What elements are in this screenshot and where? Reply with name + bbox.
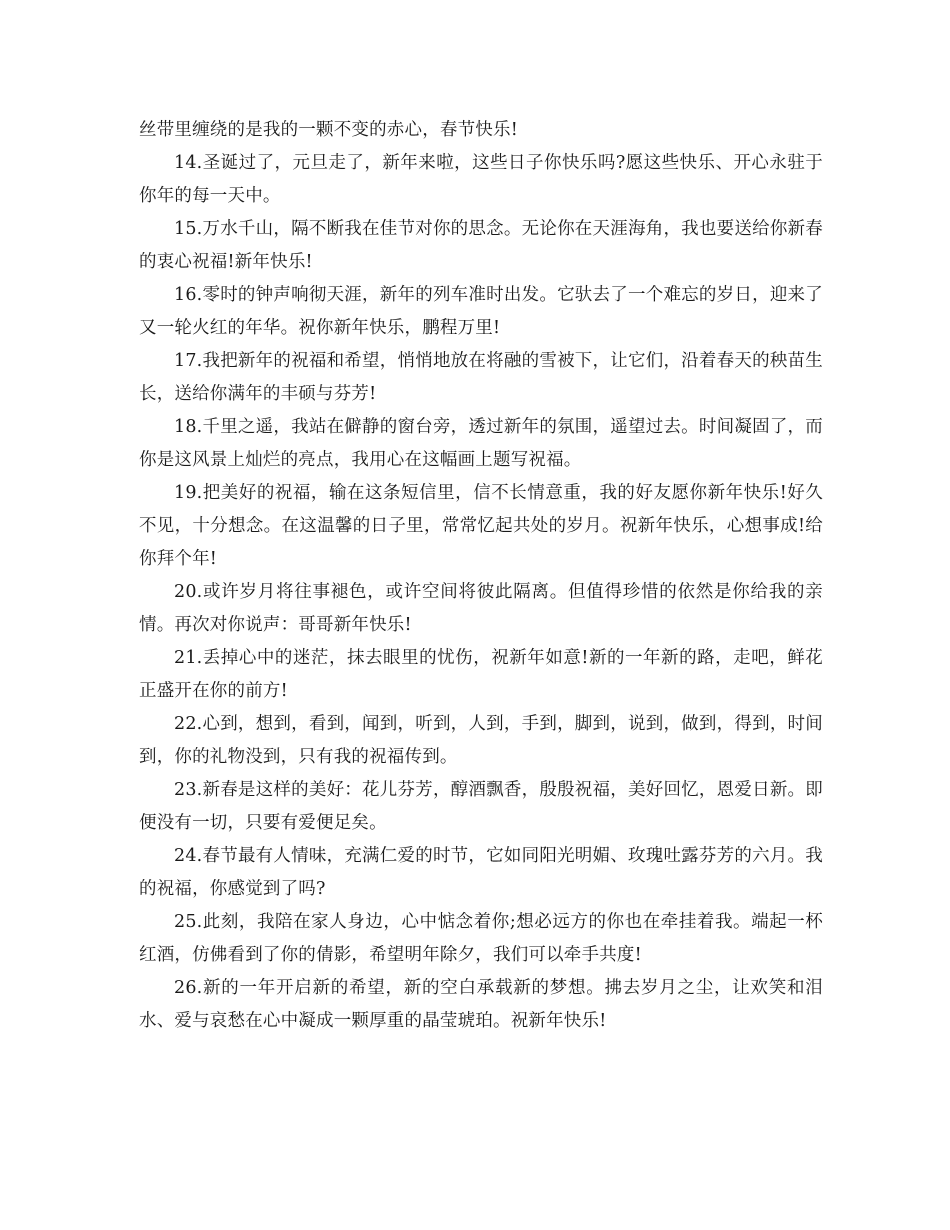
paragraph-25: 25.此刻，我陪在家人身边，心中惦念着你;想必远方的你也在牵挂着我。端起一杯红酒，仿佛看到了你的倩影，希望明年除夕，我们可以牵手共度! [139, 912, 823, 965]
document-body [139, 114, 823, 1038]
paragraph-14: 14.圣诞过了，元旦走了，新年来啦，这些日子你快乐吗?愿这些快乐、开心永驻于你年的每一天中。 [139, 153, 823, 206]
paragraph-17: 17.我把新年的祝福和希望，悄悄地放在将融的雪被下，让它们，沿着春天的秧苗生长，送给你满年的丰硕与芬芳! [139, 351, 823, 404]
paragraph-continuation: 丝带里缠绕的是我的一颗不变的赤心，春节快乐! [139, 120, 518, 140]
paragraph-18: 18.千里之遥，我站在僻静的窗台旁，透过新年的氛围，遥望过去。时间凝固了，而你是这风景上灿烂的亮点，我用心在这幅画上题写祝福。 [139, 417, 823, 470]
paragraph-21: 21.丢掉心中的迷茫，抹去眼里的忧伤，祝新年如意!新的一年新的路，走吧，鲜花正盛开在你的前方! [139, 648, 823, 701]
paragraph-26: 26.新的一年开启新的希望，新的空白承载新的梦想。拂去岁月之尘，让欢笑和泪水、爱与哀愁在心中凝成一颗厚重的晶莹琥珀。祝新年快乐! [139, 978, 823, 1031]
paragraph-15: 15.万水千山，隔不断我在佳节对你的思念。无论你在天涯海角，我也要送给你新春的衷心祝福!新年快乐! [139, 219, 823, 272]
paragraph-23: 23.新春是这样的美好：花儿芬芳，醇酒飘香，殷殷祝福，美好回忆，恩爱日新。即便没有一切，只要有爱便足矣。 [139, 780, 823, 833]
paragraph-24: 24.春节最有人情味，充满仁爱的时节，它如同阳光明媚、玫瑰吐露芬芳的六月。我的祝福，你感觉到了吗? [139, 846, 823, 899]
paragraph-22: 22.心到，想到，看到，闻到，听到，人到，手到，脚到，说到，做到，得到，时间到，你的礼物没到，只有我的祝福传到。 [139, 714, 823, 767]
paragraph-19: 19.把美好的祝福，输在这条短信里，信不长情意重，我的好友愿你新年快乐!好久不见，十分想念。在这温馨的日子里，常常忆起共处的岁月。祝新年快乐，心想事成!给你拜个年! [139, 483, 823, 569]
paragraph-20: 20.或许岁月将往事褪色，或许空间将彼此隔离。但值得珍惜的依然是你给我的亲情。再次对你说声：哥哥新年快乐! [139, 582, 823, 635]
paragraph-16: 16.零时的钟声响彻天涯，新年的列车准时出发。它驮去了一个难忘的岁日，迎来了又一轮火红的年华。祝你新年快乐，鹏程万里! [139, 285, 823, 338]
